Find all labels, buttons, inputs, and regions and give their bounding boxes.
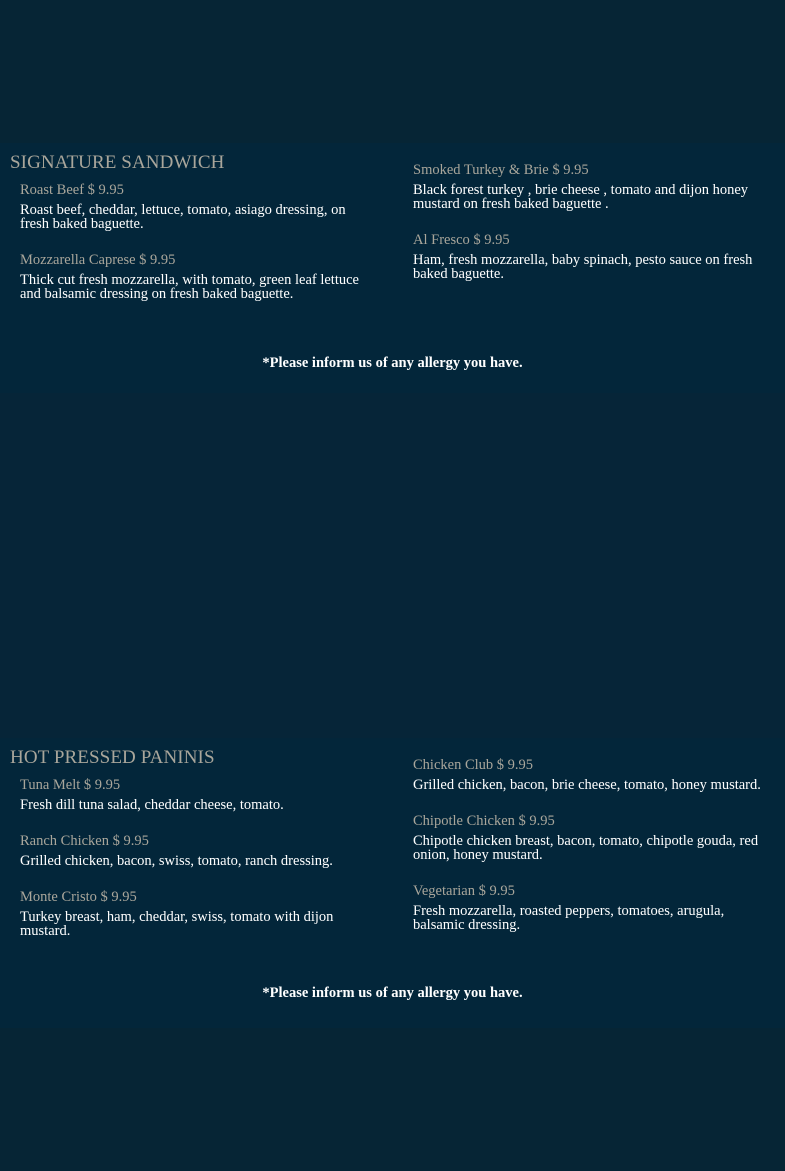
bottom-background-band	[0, 1028, 785, 1171]
signature-left-column	[20, 181, 372, 301]
section-title-paninis: HOT PRESSED PANINIS	[10, 747, 215, 768]
signature-right-column	[413, 161, 765, 281]
item-name: Vegetarian $ 9.95	[413, 883, 515, 899]
item-name: Chipotle Chicken $ 9.95	[413, 813, 555, 829]
top-background-band	[0, 0, 785, 143]
menu-item-roast-beef	[20, 181, 372, 231]
item-name: Monte Cristo $ 9.95	[20, 889, 137, 905]
item-name: Chicken Club $ 9.95	[413, 757, 534, 773]
menu-item-chicken-club	[413, 756, 765, 792]
item-description: Fresh dill tuna salad, cheddar cheese, tomato.	[20, 797, 284, 813]
menu-item-chipotle-chicken	[413, 812, 765, 862]
menu-item-mozzarella-caprese	[20, 251, 372, 301]
menu-item-vegetarian	[413, 882, 765, 932]
item-description: Thick cut fresh mozzarella, with tomato, green leaf lettuce and balsamic dressing on fresh baked baguette.	[20, 272, 359, 302]
menu-item-ranch-chicken	[20, 832, 372, 868]
item-name: Roast Beef $ 9.95	[20, 182, 124, 198]
item-name: Smoked Turkey & Brie $ 9.95	[413, 162, 589, 178]
item-description: Chipotle chicken breast, bacon, tomato, chipotle gouda, red onion, honey mustard.	[413, 833, 759, 863]
menu-item-monte-cristo	[20, 888, 372, 938]
item-name: Ranch Chicken $ 9.95	[20, 833, 149, 849]
item-description: Fresh mozzarella, roasted peppers, tomatoes, arugula, balsamic dressing.	[413, 903, 725, 933]
allergy-note: *Please inform us of any allergy you have.	[262, 985, 523, 1001]
paninis-left-column	[20, 776, 372, 938]
menu-item-smoked-turkey-brie	[413, 161, 765, 211]
item-name: Mozzarella Caprese $ 9.95	[20, 252, 176, 268]
paninis-right-column	[413, 756, 765, 932]
item-description: Ham, fresh mozzarella, baby spinach, pesto sauce on fresh baked baguette.	[413, 252, 753, 282]
allergy-note: *Please inform us of any allergy you have.	[262, 355, 523, 371]
section-title-signature: SIGNATURE SANDWICH	[10, 152, 225, 173]
menu-item-al-fresco	[413, 231, 765, 281]
item-name: Tuna Melt $ 9.95	[20, 777, 121, 793]
menu-item-tuna-melt	[20, 776, 372, 812]
item-description: Turkey breast, ham, cheddar, swiss, tomato with dijon mustard.	[20, 909, 334, 939]
middle-background-band	[0, 393, 785, 738]
item-description: Roast beef, cheddar, lettuce, tomato, asiago dressing, on fresh baked baguette.	[20, 202, 346, 232]
item-description: Grilled chicken, bacon, brie cheese, tomato, honey mustard.	[413, 777, 761, 793]
item-name: Al Fresco $ 9.95	[413, 232, 510, 248]
item-description: Grilled chicken, bacon, swiss, tomato, ranch dressing.	[20, 853, 333, 869]
item-description: Black forest turkey , brie cheese , tomato and dijon honey mustard on fresh baked baguette .	[413, 182, 749, 212]
